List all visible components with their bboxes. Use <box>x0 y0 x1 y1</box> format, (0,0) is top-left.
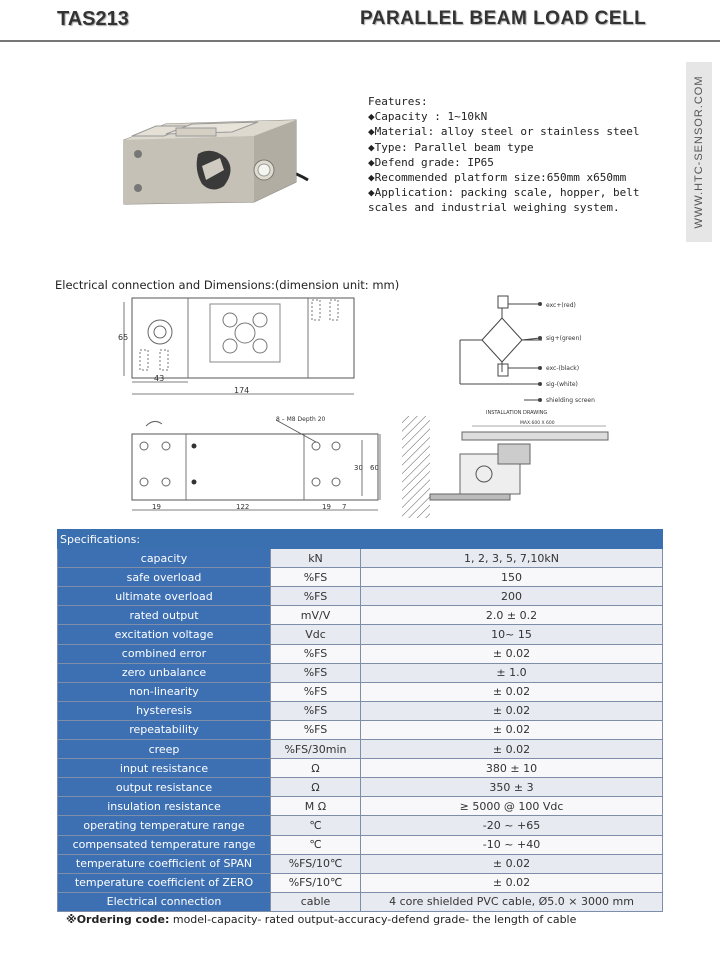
spec-name: safe overload <box>58 568 271 587</box>
spec-name: temperature coefficient of ZERO <box>58 873 271 892</box>
wire-white-label: sig-(white) <box>546 381 578 388</box>
table-row <box>58 854 663 873</box>
feature-material: ◆Material: alloy steel or stainless steel <box>368 125 640 139</box>
spec-name: capacity <box>58 549 271 568</box>
spec-name: output resistance <box>58 778 271 797</box>
feature-capacity: ◆Capacity : 1~10kN <box>368 110 488 124</box>
dim-30: 30 <box>354 464 363 472</box>
load-cell-photo <box>116 62 308 252</box>
spec-unit: %FS <box>271 720 361 739</box>
spec-name: insulation resistance <box>58 797 271 816</box>
bolt-note: 8 – M8 Depth 20 <box>276 416 326 423</box>
table-row <box>58 778 663 797</box>
spec-value: 380 ± 10 <box>361 759 663 778</box>
spec-unit: kN <box>271 549 361 568</box>
specifications-header-row <box>58 530 663 549</box>
feature-type: ◆Type: Parallel beam type <box>368 140 534 154</box>
table-row <box>58 625 663 644</box>
dim-60: 60 <box>370 464 379 472</box>
spec-value: ± 0.02 <box>361 740 663 759</box>
wire-shield-label: shielding screen <box>546 397 595 404</box>
installation-drawing <box>402 414 612 520</box>
spec-value: 2.0 ± 0.2 <box>361 606 663 625</box>
spec-unit: mV/V <box>271 606 361 625</box>
spec-name: hysteresis <box>58 701 271 720</box>
installation-max-size: MAX.600 X 600 <box>520 421 555 426</box>
spec-unit: Ω <box>271 778 361 797</box>
spec-value: 200 <box>361 587 663 606</box>
spec-name: input resistance <box>58 759 271 778</box>
spec-unit: %FS <box>271 587 361 606</box>
wiring-diagram <box>452 288 602 420</box>
spec-unit: %FS <box>271 701 361 720</box>
spec-name: excitation voltage <box>58 625 271 644</box>
spec-name: Electrical connection <box>58 892 271 911</box>
spec-value: 150 <box>361 568 663 587</box>
spec-name: zero unbalance <box>58 663 271 682</box>
features-block <box>368 94 678 216</box>
spec-name: repeatability <box>58 720 271 739</box>
spec-unit: %FS <box>271 644 361 663</box>
spec-value: ± 0.02 <box>361 873 663 892</box>
table-row <box>58 549 663 568</box>
ordering-code <box>66 913 576 926</box>
spec-value: 350 ± 3 <box>361 778 663 797</box>
installation-caption: INSTALLATION DRAWING <box>486 410 548 416</box>
spec-unit: %FS <box>271 682 361 701</box>
spec-unit: %FS/10℃ <box>271 854 361 873</box>
dim-122: 122 <box>236 503 250 511</box>
dim-65: 65 <box>118 333 129 342</box>
ordering-code-text: model-capacity- rated output-accuracy-defend grade- the length of cable <box>169 913 577 926</box>
page-title: PARALLEL BEAM LOAD CELL <box>360 8 647 29</box>
spec-name: ultimate overload <box>58 587 271 606</box>
spec-value: ± 0.02 <box>361 701 663 720</box>
spec-unit: cable <box>271 892 361 911</box>
wire-black-label: exc-(black) <box>546 365 580 372</box>
table-row <box>58 720 663 739</box>
spec-unit: Vdc <box>271 625 361 644</box>
spec-unit: M Ω <box>271 797 361 816</box>
spec-value: -20 ~ +65 <box>361 816 663 835</box>
feature-platform-size: ◆Recommended platform size:650mm x650mm <box>368 171 627 185</box>
table-row <box>58 816 663 835</box>
header-divider <box>0 40 720 42</box>
ordering-code-label: ※Ordering code: <box>66 913 170 926</box>
table-row <box>58 873 663 892</box>
wire-green-label: sig+(green) <box>546 335 582 342</box>
spec-unit: Ω <box>271 759 361 778</box>
spec-value: ± 1.0 <box>361 663 663 682</box>
spec-value: 1, 2, 3, 5, 7,10kN <box>361 549 663 568</box>
dim-43: 43 <box>154 374 165 383</box>
top-view-drawing <box>126 412 386 518</box>
table-row <box>58 701 663 720</box>
spec-unit: %FS/30min <box>271 740 361 759</box>
side-tab-website: WWW.HTC-SENSOR.COM <box>693 75 705 229</box>
table-row <box>58 606 663 625</box>
spec-name: combined error <box>58 644 271 663</box>
spec-value: ≥ 5000 @ 100 Vdc <box>361 797 663 816</box>
spec-value: ± 0.02 <box>361 854 663 873</box>
spec-name: temperature coefficient of SPAN <box>58 854 271 873</box>
table-row <box>58 682 663 701</box>
table-row <box>58 644 663 663</box>
spec-name: operating temperature range <box>58 816 271 835</box>
spec-value: 4 core shielded PVC cable, Ø5.0 × 3000 mm <box>361 892 663 911</box>
side-view-drawing <box>120 290 356 402</box>
spec-name: non-linearity <box>58 682 271 701</box>
table-row <box>58 568 663 587</box>
table-row <box>58 740 663 759</box>
table-row <box>58 835 663 854</box>
table-row <box>58 892 663 911</box>
spec-name: rated output <box>58 606 271 625</box>
specifications-heading: Specifications: <box>58 530 663 549</box>
spec-value: ± 0.02 <box>361 644 663 663</box>
wire-red-label: exc+(red) <box>546 302 576 309</box>
dim-19-left: 19 <box>152 503 161 511</box>
table-row <box>58 663 663 682</box>
spec-name: creep <box>58 740 271 759</box>
spec-value: ± 0.02 <box>361 682 663 701</box>
dim-7: 7 <box>342 503 347 511</box>
features-heading: Features: <box>368 95 428 108</box>
electrical-dimensions-title: Electrical connection and Dimensions:(dimension unit: mm) <box>55 278 400 292</box>
spec-unit: ℃ <box>271 835 361 854</box>
dim-174: 174 <box>234 386 250 395</box>
spec-unit: %FS <box>271 663 361 682</box>
spec-unit: %FS/10℃ <box>271 873 361 892</box>
feature-application: ◆Application: packing scale, hopper, belt scales and industrial weighing system. <box>368 186 640 215</box>
table-row <box>58 759 663 778</box>
model-number: TAS213 <box>57 8 129 30</box>
dim-19-right: 19 <box>322 503 331 511</box>
specifications-table <box>57 529 663 912</box>
spec-name: compensated temperature range <box>58 835 271 854</box>
table-row <box>58 587 663 606</box>
feature-defend-grade: ◆Defend grade: IP65 <box>368 155 494 169</box>
spec-value: 10~ 15 <box>361 625 663 644</box>
spec-value: ± 0.02 <box>361 720 663 739</box>
spec-unit: %FS <box>271 568 361 587</box>
spec-value: -10 ~ +40 <box>361 835 663 854</box>
spec-unit: ℃ <box>271 816 361 835</box>
table-row <box>58 797 663 816</box>
